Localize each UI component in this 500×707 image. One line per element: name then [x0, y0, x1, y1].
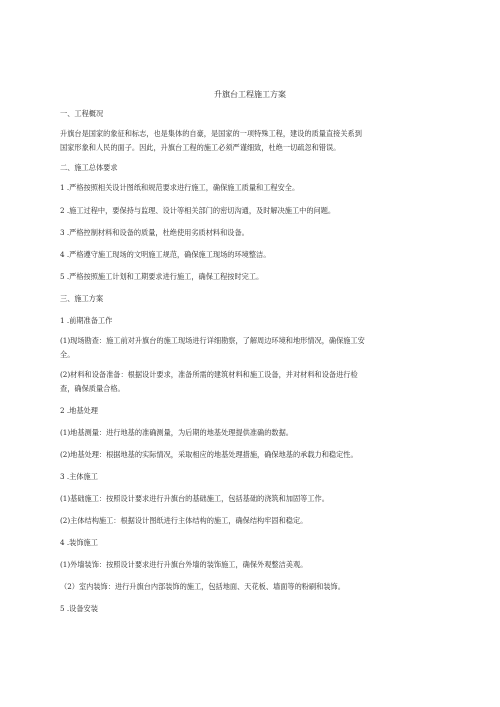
- requirement-item-4: 4 .严格遵守施工现场的文明施工规范，确保施工现场的环境整洁。: [60, 250, 271, 259]
- foundation-item-1: (1)地基测量：进行地基的准确测量，为后期的地基处理提供准确的数据。: [60, 428, 293, 437]
- foundation-item-2: (2)地基处理：根据地基的实际情况，采取相应的地基处理措施，确保地基的承载力和稳定性。: [60, 450, 358, 459]
- preparation-item-2-line: (2)材料和设备准备：根据设计要求，准备所需的建筑材料和施工设备，并对材料和设备进行检: [60, 370, 358, 379]
- section-heading-requirements: 二、施工总体要求: [60, 163, 118, 172]
- subsection-heading-main-construction: 3 .主体施工: [60, 472, 98, 481]
- overview-paragraph-line: 国家形象和人民的面子。因此，升旗台工程的施工必须严谨细致，杜绝一切疏忽和错误。: [60, 143, 341, 152]
- preparation-item-1-line: (1)现场勘查：施工前对升旗台的施工现场进行详细勘察，了解周边环境和地形情况，确保施工安: [60, 336, 365, 345]
- preparation-item-2-line: 查，确保质量合格。: [60, 384, 125, 393]
- main-construction-item-2: (2)主体结构施工：根据设计图纸进行主体结构的施工，确保结构牢固和稳定。: [60, 516, 308, 525]
- decoration-item-2: （2）室内装饰：进行升旗台内部装饰的施工，包括地面、天花板、墙面等的粉刷和装饰。: [60, 582, 345, 591]
- main-construction-item-1: (1)基础施工：按照设计要求进行升旗台的基础施工，包括基础的浇筑和加固等工作。: [60, 494, 329, 503]
- subsection-heading-decoration: 4 .装饰施工: [60, 538, 98, 547]
- requirement-item-5: 5 .严格按照施工计划和工期要求进行施工，确保工程按时完工。: [60, 272, 264, 281]
- document-title: 升旗台工程施工方案: [214, 90, 286, 99]
- section-heading-plan: 三、施工方案: [60, 294, 104, 303]
- section-heading-overview: 一、工程概况: [60, 109, 104, 118]
- subsection-heading-equipment: 5 .设备安装: [60, 604, 98, 613]
- overview-paragraph-line: 升旗台是国家的象征和标志，也是集体的自豪，是国家的一项特殊工程，建设的质量直接关系到: [60, 129, 362, 138]
- requirement-item-1: 1 .严格按照相关设计图纸和规范要求进行施工，确保施工质量和工程安全。: [60, 183, 300, 192]
- requirement-item-3: 3 .严格控制材料和设备的质量，杜绝使用劣质材料和设备。: [60, 228, 249, 237]
- decoration-item-1: (1)外墙装饰：按照设计要求进行升旗台外墙的装饰施工，确保外观整洁美观。: [60, 560, 308, 569]
- preparation-item-1-line: 全。: [60, 350, 75, 359]
- subsection-heading-preparation: 1 .前期准备工作: [60, 316, 113, 325]
- requirement-item-2: 2 .施工过程中，要保持与监理、设计等相关部门的密切沟通，及时解决施工中的问题。: [60, 206, 336, 215]
- subsection-heading-foundation: 2 .地基处理: [60, 406, 98, 415]
